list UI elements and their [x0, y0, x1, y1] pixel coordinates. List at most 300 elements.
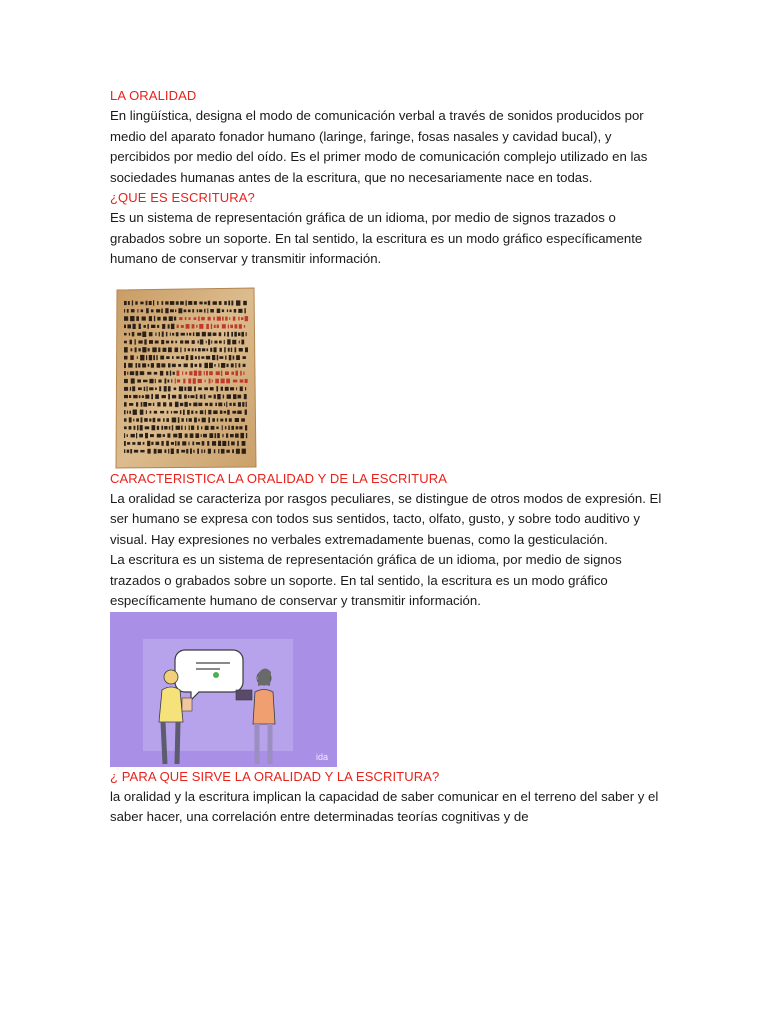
- papyrus-glyph: [190, 448, 192, 453]
- papyrus-glyph: [206, 323, 209, 328]
- paragraph-caracteristica-oralidad: La oralidad se caracteriza por rasgos peculiares, se distingue de otros modos de expresión. El ser humano se expresa con todos sus sentidos, tacto, olfato, gusto, y sobre todo auditivo y visual. Hay expresiones no verbales extremadamente buenas, como la gesticulación.: [110, 490, 662, 547]
- papyrus-glyph: [241, 317, 243, 320]
- papyrus-glyph: [183, 378, 185, 383]
- papyrus-glyph: [210, 309, 214, 313]
- papyrus-glyph: [184, 386, 186, 390]
- papyrus-glyph: [235, 363, 236, 368]
- papyrus-glyph: [199, 324, 203, 329]
- papyrus-glyph: [198, 348, 201, 352]
- papyrus-glyph: [201, 316, 205, 319]
- papyrus-glyph: [137, 332, 141, 335]
- papyrus-glyph: [245, 347, 248, 352]
- papyrus-glyph: [214, 394, 216, 398]
- papyrus-glyph: [238, 394, 242, 398]
- papyrus-glyph: [196, 332, 200, 336]
- papyrus-glyph: [124, 324, 126, 328]
- papyrus-glyph: [186, 324, 190, 329]
- papyrus-glyph: [155, 340, 159, 343]
- papyrus-glyph: [175, 309, 176, 312]
- papyrus-glyph: [221, 363, 225, 368]
- papyrus-glyph: [235, 433, 239, 437]
- papyrus-glyph: [193, 449, 194, 452]
- papyrus-glyph: [194, 317, 197, 320]
- papyrus-glyph: [213, 332, 217, 335]
- papyrus-glyph: [205, 402, 208, 405]
- papyrus-glyph: [127, 324, 131, 328]
- papyrus-glyph: [127, 410, 128, 413]
- papyrus-glyph: [181, 332, 185, 335]
- papyrus-glyph: [208, 448, 211, 453]
- papyrus-glyph: [231, 347, 232, 351]
- papyrus-glyph: [167, 433, 170, 437]
- papyrus-glyph: [160, 370, 163, 375]
- papyrus-glyph: [245, 378, 248, 382]
- papyrus-glyph: [166, 371, 168, 375]
- papyrus-glyph: [148, 363, 150, 366]
- papyrus-glyph: [193, 402, 197, 406]
- papyrus-glyph: [221, 370, 222, 375]
- papyrus-glyph: [232, 339, 236, 344]
- papyrus-glyph: [139, 323, 141, 328]
- paragraph-escritura: Es un sistema de representación gráfica de un idioma, por medio de signos trazados o grabados sobre un soporte. En tal sentido, la escritura es un modo gráfico específicamente humano de conservar y transmitir información.: [110, 210, 643, 266]
- papyrus-glyph: [172, 425, 173, 430]
- papyrus-glyph: [226, 401, 227, 406]
- papyrus-glyph: [184, 347, 185, 351]
- papyrus-glyph: [211, 425, 215, 429]
- papyrus-glyph: [196, 442, 200, 445]
- papyrus-glyph: [173, 371, 175, 374]
- papyrus-glyph: [198, 340, 199, 343]
- papyrus-glyph: [124, 371, 126, 375]
- papyrus-glyph: [216, 386, 218, 391]
- papyrus-glyph: [138, 340, 142, 343]
- papyrus-glyph: [195, 363, 198, 366]
- papyrus-glyph: [177, 449, 179, 453]
- papyrus-glyph: [200, 394, 203, 398]
- papyrus-glyph: [228, 300, 230, 305]
- papyrus-glyph: [190, 355, 193, 360]
- papyrus-glyph: [244, 325, 245, 328]
- papyrus-glyph: [201, 434, 202, 437]
- papyrus-glyph: [229, 317, 230, 320]
- papyrus-glyph: [239, 426, 242, 429]
- papyrus-glyph: [127, 449, 130, 452]
- papyrus-glyph: [243, 300, 247, 304]
- papyrus-glyph: [147, 386, 148, 391]
- papyrus-glyph: [168, 347, 172, 352]
- paragraph-oralidad: En lingüística, designa el modo de comunicación verbal a través de sonidos producidos por medio del aparato fonador humano (laringe, faringe, fosas nasales y cavidad bucal), y percibidos por medio del oído. Es el primer modo de comunicación complejo utilizado en las sociedades humanas antes de la escritura, que no necesariamente nace en todas.: [110, 108, 648, 185]
- papyrus-glyph: [204, 371, 205, 375]
- papyrus-glyph: [174, 410, 178, 413]
- papyrus-glyph: [185, 425, 186, 429]
- papyrus-glyph: [145, 432, 148, 437]
- papyrus-glyph: [182, 371, 183, 375]
- papyrus-glyph: [244, 308, 245, 313]
- papyrus-glyph: [161, 425, 163, 429]
- papyrus-glyph: [172, 363, 176, 366]
- papyrus-glyph: [156, 309, 160, 312]
- papyrus-glyph: [238, 308, 242, 312]
- papyrus-glyph: [157, 316, 160, 320]
- papyrus-glyph: [230, 387, 234, 390]
- papyrus-glyph: [128, 363, 132, 368]
- papyrus-glyph: [209, 433, 213, 438]
- papyrus-glyph: [178, 364, 181, 367]
- papyrus-glyph: [227, 339, 230, 344]
- papyrus-glyph: [181, 449, 185, 452]
- papyrus-glyph: [215, 433, 217, 438]
- papyrus-glyph: [204, 449, 205, 452]
- papyrus-glyph: [155, 332, 156, 335]
- papyrus-glyph: [219, 340, 222, 343]
- papyrus-glyph: [228, 324, 229, 328]
- papyrus-glyph: [162, 324, 165, 329]
- papyrus-glyph: [201, 356, 204, 359]
- document-content: [110, 86, 662, 828]
- papyrus-glyph: [152, 425, 156, 430]
- papyrus-glyph: [161, 363, 165, 367]
- papyrus-glyph: [231, 425, 234, 429]
- papyrus-glyph: [124, 418, 127, 421]
- papyrus-glyph: [165, 378, 167, 383]
- papyrus-glyph: [236, 426, 239, 429]
- papyrus-glyph: [124, 433, 125, 438]
- papyrus-glyph: [222, 324, 226, 328]
- papyrus-glyph: [124, 426, 127, 429]
- papyrus-glyph: [224, 332, 225, 336]
- papyrus-glyph: [168, 379, 170, 382]
- papyrus-glyph: [137, 379, 141, 382]
- papyrus-glyph: [193, 378, 196, 384]
- papyrus-glyph: [238, 316, 239, 320]
- papyrus-glyph: [130, 339, 133, 344]
- papyrus-glyph: [163, 434, 165, 437]
- papyrus-glyph: [153, 355, 155, 360]
- papyrus-glyph: [208, 316, 211, 320]
- papyrus-glyph: [171, 448, 174, 454]
- papyrus-glyph: [163, 418, 165, 422]
- papyrus-glyph: [130, 355, 134, 360]
- papyrus-glyph: [188, 441, 189, 445]
- papyrus-glyph: [234, 331, 237, 336]
- papyrus-glyph: [149, 378, 153, 383]
- heading-para-que-sirve: ¿ PARA QUE SIRVE LA ORALIDAD Y LA ESCRITURA?: [110, 768, 440, 784]
- papyrus-glyph: [176, 301, 179, 305]
- papyrus-glyph: [225, 386, 229, 390]
- papyrus-glyph: [207, 441, 209, 446]
- papyrus-glyph: [208, 339, 210, 345]
- papyrus-glyph: [145, 426, 150, 429]
- papyrus-glyph: [142, 395, 144, 398]
- papyrus-glyph: [175, 340, 177, 343]
- papyrus-glyph: [150, 410, 152, 413]
- papyrus-glyph: [138, 363, 140, 367]
- papyrus-glyph: [169, 426, 171, 430]
- papyrus-glyph: [219, 356, 223, 359]
- papyrus-glyph: [189, 425, 190, 430]
- papyrus-glyph: [224, 410, 227, 413]
- papyrus-glyph: [217, 316, 221, 320]
- papyrus-glyph: [212, 355, 215, 360]
- papyrus-glyph: [135, 347, 137, 352]
- papyrus-glyph: [134, 425, 136, 429]
- papyrus-glyph: [204, 362, 208, 367]
- papyrus-glyph: [159, 332, 160, 336]
- papyrus-glyph: [167, 410, 169, 413]
- papyrus-glyph: [149, 355, 152, 360]
- papyrus-glyph: [236, 387, 237, 390]
- papyrus-glyph: [227, 309, 228, 312]
- papyrus-glyph: [208, 409, 211, 414]
- papyrus-glyph: [129, 426, 132, 430]
- papyrus-glyph: [221, 448, 225, 453]
- papyrus-glyph: [133, 418, 134, 421]
- papyrus-glyph: [217, 308, 221, 312]
- papyrus-glyph: [179, 317, 182, 320]
- papyrus-glyph: [155, 378, 156, 382]
- papyrus-glyph: [139, 433, 143, 437]
- papyrus-glyph: [149, 332, 153, 336]
- papyrus-glyph: [156, 441, 160, 445]
- papyrus-glyph: [188, 386, 192, 391]
- papyrus-glyph: [196, 394, 198, 399]
- papyrus-glyph: [239, 324, 242, 329]
- papyrus-glyph: [192, 441, 194, 445]
- papyrus-glyph: [154, 371, 157, 374]
- papyrus-glyph: [187, 332, 188, 335]
- papyrus-glyph: [245, 316, 249, 321]
- papyrus-glyph: [211, 340, 212, 343]
- papyrus-glyph: [124, 316, 128, 321]
- papyrus-glyph: [166, 356, 169, 359]
- papyrus-glyph: [244, 394, 247, 399]
- papyrus-glyph: [141, 417, 143, 422]
- papyrus-glyph: [124, 362, 126, 367]
- papyrus-glyph: [225, 418, 227, 422]
- papyrus-glyph: [202, 348, 205, 351]
- papyrus-glyph: [183, 409, 185, 414]
- papyrus-glyph: [214, 347, 217, 352]
- papyrus-glyph: [189, 332, 191, 335]
- papyrus-glyph: [188, 348, 190, 351]
- papyrus-glyph: [228, 347, 230, 351]
- papyrus-glyph: [124, 355, 128, 359]
- papyrus-glyph: [237, 440, 239, 445]
- papyrus-glyph: [127, 371, 128, 374]
- papyrus-glyph: [174, 387, 177, 390]
- papyrus-glyph: [129, 417, 132, 422]
- papyrus-glyph: [198, 387, 202, 390]
- papyrus-glyph: [195, 348, 197, 351]
- papyrus-glyph: [175, 347, 179, 352]
- papyrus-glyph: [136, 418, 139, 421]
- papyrus-glyph: [124, 347, 128, 352]
- papyrus-glyph: [192, 324, 195, 328]
- papyrus-glyph: [219, 301, 222, 305]
- papyrus-glyph: [197, 425, 199, 429]
- papyrus-glyph: [147, 448, 150, 453]
- papyrus-glyph: [227, 363, 229, 366]
- papyrus-glyph: [224, 402, 225, 405]
- papyrus-glyph: [179, 394, 182, 399]
- papyrus-glyph: [222, 316, 224, 320]
- papyrus-glyph: [229, 418, 232, 422]
- papyrus-glyph: [238, 402, 241, 407]
- papyrus-glyph: [184, 309, 187, 312]
- papyrus-glyph: [231, 441, 235, 445]
- papyrus-glyph: [243, 371, 244, 374]
- papyrus-glyph: [175, 401, 179, 406]
- papyrus-glyph: [146, 355, 147, 360]
- heading-la-oralidad: LA ORALIDAD: [110, 88, 197, 103]
- papyrus-glyph: [179, 386, 183, 391]
- papyrus-glyph: [159, 386, 161, 391]
- papyrus-glyph: [224, 347, 226, 352]
- papyrus-glyph: [198, 402, 202, 405]
- papyrus-glyph: [172, 332, 174, 335]
- papyrus-glyph: [215, 378, 219, 383]
- papyrus-glyph: [185, 317, 187, 320]
- papyrus-glyph: [233, 402, 236, 405]
- papyrus-glyph: [142, 347, 146, 352]
- papyrus-glyph: [192, 340, 195, 344]
- papyrus-glyph: [190, 395, 194, 398]
- papyrus-glyph: [230, 309, 232, 312]
- papyrus-glyph: [204, 387, 208, 390]
- papyrus-glyph: [155, 394, 159, 399]
- papyrus-glyph: [144, 325, 146, 328]
- papyrus-glyph: [145, 394, 149, 398]
- papyrus-glyph: [181, 418, 183, 422]
- papyrus-glyph: [149, 418, 151, 421]
- papyrus-glyph: [236, 300, 240, 305]
- papyrus-glyph: [227, 331, 229, 336]
- papyrus-glyph: [140, 371, 145, 375]
- papyrus-glyph: [151, 393, 153, 398]
- papyrus-glyph: [180, 301, 184, 305]
- papyrus-glyph: [124, 441, 126, 446]
- papyrus-glyph: [233, 355, 235, 359]
- papyrus-glyph: [243, 363, 246, 366]
- papyrus-glyph: [180, 340, 183, 343]
- papyrus-glyph: [164, 449, 166, 453]
- papyrus-glyph: [241, 339, 244, 344]
- papyrus-glyph: [222, 425, 223, 430]
- papyrus-glyph: [202, 331, 206, 336]
- papyrus-glyph: [175, 378, 176, 383]
- papyrus-glyph: [124, 332, 127, 335]
- papyrus-glyph: [157, 301, 158, 305]
- papyrus-glyph: [189, 317, 191, 320]
- papyrus-glyph: [209, 371, 213, 375]
- papyrus-glyph: [246, 401, 247, 406]
- papyrus-glyph: [130, 449, 132, 454]
- papyrus-glyph: [190, 433, 194, 438]
- papyrus-glyph: [147, 371, 151, 374]
- papyrus-glyph: [146, 410, 147, 414]
- papyrus-glyph: [189, 403, 191, 406]
- papyrus-glyph: [171, 442, 174, 445]
- paragraph-caracteristica-escritura: La escritura es un sistema de representación gráfica de un idioma, por medio de signos trazados o grabados sobre un soporte. En tal sentido, la escritura es un modo gráfico específicamente humano de conservar y transmitir información.: [110, 552, 622, 608]
- papyrus-glyph: [176, 332, 179, 336]
- papyrus-glyph: [135, 339, 136, 344]
- papyrus-glyph: [186, 418, 187, 422]
- papyrus-glyph: [194, 301, 197, 305]
- papyrus-glyph: [135, 301, 137, 304]
- papyrus-glyph: [218, 402, 222, 406]
- papyrus-glyph: [127, 434, 128, 437]
- papyrus-glyph: [204, 394, 206, 399]
- papyrus-glyph: [200, 339, 204, 344]
- papyrus-glyph: [200, 410, 204, 414]
- papyrus-glyph: [235, 347, 237, 352]
- papyrus-glyph: [221, 378, 225, 383]
- papyrus-glyph: [132, 300, 133, 305]
- papyrus-glyph: [209, 362, 213, 367]
- papyrus-glyph: [127, 309, 129, 313]
- papyrus-glyph: [151, 324, 155, 327]
- papyrus-glyph: [141, 309, 144, 312]
- papyrus-glyph: [229, 402, 231, 405]
- papyrus-glyph: [124, 309, 125, 313]
- papyrus-glyph: [198, 418, 200, 421]
- papyrus-glyph: [175, 440, 176, 445]
- papyrus-glyph: [130, 386, 131, 390]
- papyrus-glyph: [231, 331, 233, 336]
- papyrus-glyph: [153, 300, 154, 305]
- papyrus-glyph: [129, 410, 131, 413]
- papyrus-glyph: [213, 410, 217, 414]
- papyrus-glyph: [184, 401, 187, 406]
- papyrus-glyph: [140, 409, 144, 414]
- papyrus-glyph: [210, 387, 214, 390]
- papyrus-glyph: [172, 356, 174, 359]
- papyrus-glyph: [229, 355, 232, 360]
- papyrus-glyph: [137, 356, 138, 359]
- papyrus-glyph: [129, 403, 133, 406]
- papyrus-glyph: [206, 370, 208, 375]
- papyrus-glyph: [160, 355, 164, 359]
- papyrus-glyph: [199, 309, 202, 312]
- papyrus-glyph: [198, 316, 200, 321]
- papyrus-glyph: [168, 363, 171, 367]
- papyrus-glyph: [137, 309, 138, 313]
- papyrus-glyph: [185, 371, 187, 374]
- papyrus-glyph: [169, 402, 172, 406]
- papyrus-glyph: [164, 386, 167, 391]
- papyrus-glyph: [157, 363, 161, 368]
- papyrus-glyph: [199, 363, 201, 367]
- papyrus-glyph: [235, 324, 238, 328]
- papyrus-glyph: [133, 409, 137, 414]
- papyrus-glyph: [217, 324, 219, 328]
- papyrus-glyph: [166, 340, 169, 343]
- papyrus-glyph: [225, 371, 229, 375]
- papyrus-glyph: [222, 309, 224, 312]
- papyrus-glyph: [124, 386, 128, 390]
- papyrus-glyph: [241, 331, 244, 336]
- papyrus-glyph: [129, 332, 130, 335]
- papyrus-glyph: [143, 442, 145, 445]
- papyrus-glyph: [124, 300, 127, 304]
- papyrus-image: [114, 287, 257, 469]
- papyrus-glyph: [172, 394, 176, 398]
- paragraph-para-que-sirve: la oralidad y la escritura implican la capacidad de saber comunicar en el terreno del saber y el saber hacer, una correlación entre determinadas teorías cognitivas y de: [110, 788, 659, 824]
- papyrus-glyph: [170, 332, 171, 335]
- papyrus-glyph: [144, 386, 146, 390]
- papyrus-glyph: [222, 433, 223, 436]
- papyrus-glyph: [242, 448, 246, 453]
